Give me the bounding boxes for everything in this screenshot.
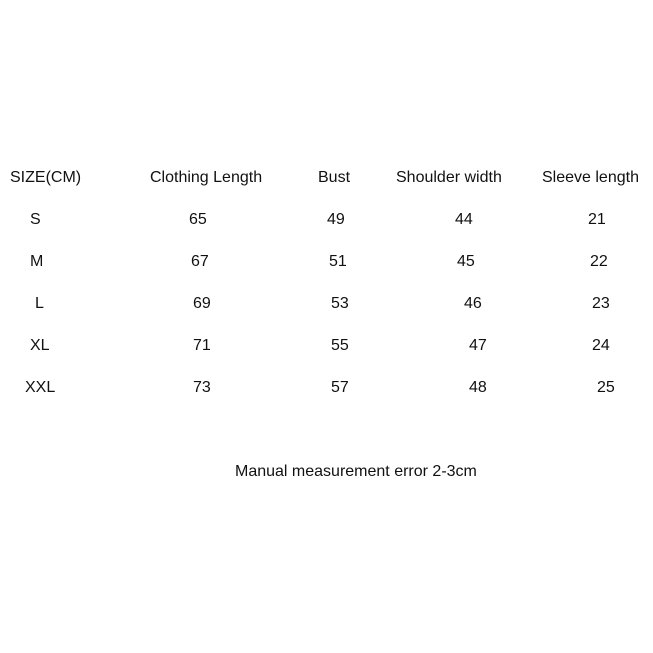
cell-clothing-length: 73	[193, 379, 211, 396]
cell-sleeve-length: 21	[588, 211, 606, 228]
cell-sleeve-length: 24	[592, 337, 610, 354]
cell-size: M	[30, 253, 44, 270]
cell-sleeve-length: 23	[592, 295, 610, 312]
cell-sleeve-length: 25	[597, 379, 615, 396]
cell-size: S	[30, 211, 41, 228]
cell-clothing-length: 69	[193, 295, 211, 312]
cell-shoulder-width: 48	[469, 379, 487, 396]
cell-shoulder-width: 46	[464, 295, 482, 312]
cell-bust: 53	[331, 295, 349, 312]
header-bust: Bust	[318, 169, 351, 186]
cell-size: XXL	[25, 379, 56, 396]
cell-bust: 55	[331, 337, 349, 354]
header-shoulder-width: Shoulder width	[396, 169, 502, 186]
measurement-note: Manual measurement error 2-3cm	[235, 463, 477, 480]
cell-shoulder-width: 45	[457, 253, 475, 270]
cell-clothing-length: 65	[189, 211, 207, 228]
cell-shoulder-width: 44	[455, 211, 473, 228]
cell-clothing-length: 71	[193, 337, 211, 354]
cell-shoulder-width: 47	[469, 337, 487, 354]
cell-bust: 49	[327, 211, 345, 228]
cell-size: XL	[30, 337, 50, 354]
cell-bust: 57	[331, 379, 349, 396]
header-sleeve-length: Sleeve length	[542, 169, 639, 186]
cell-sleeve-length: 22	[590, 253, 608, 270]
header-size: SIZE(CM)	[10, 169, 82, 186]
cell-clothing-length: 67	[191, 253, 209, 270]
cell-size: L	[35, 295, 44, 312]
cell-bust: 51	[329, 253, 347, 270]
header-clothing-length: Clothing Length	[150, 169, 263, 186]
